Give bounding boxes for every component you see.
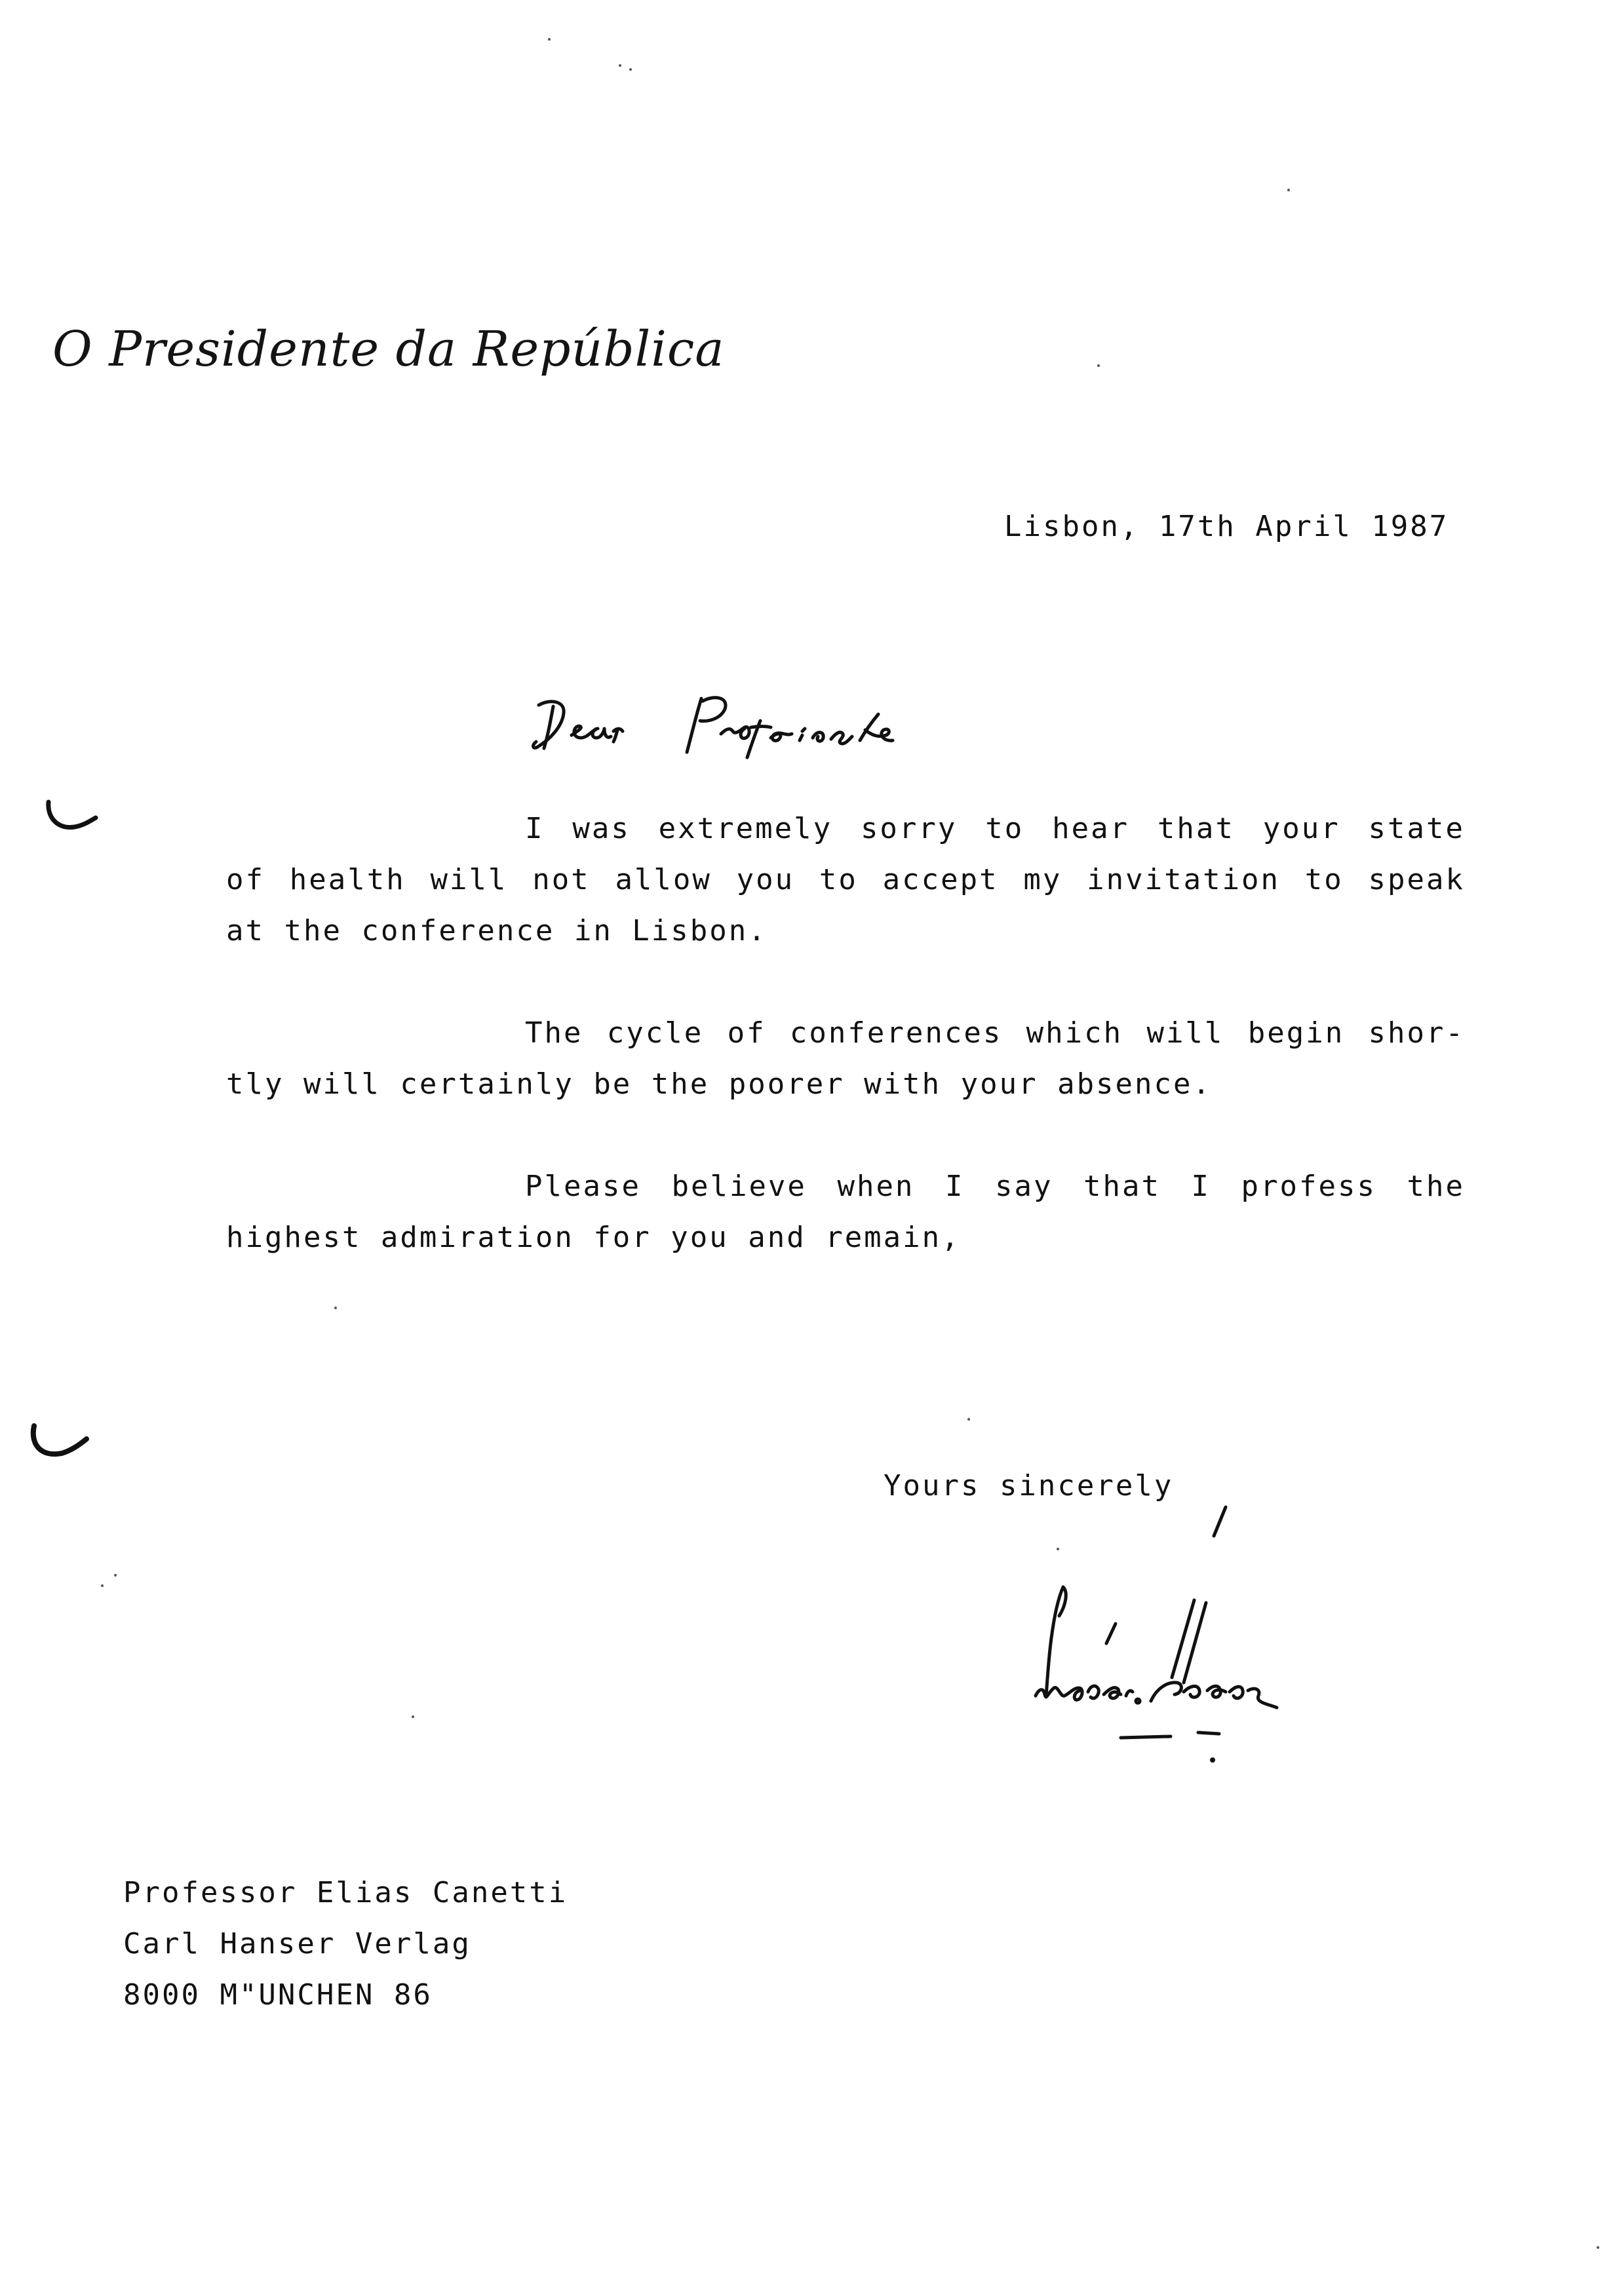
scan-speck — [629, 68, 632, 71]
recipient-company: Carl Hanser Verlag — [123, 1927, 471, 1961]
paragraph-line: The cycle of conferences which will begin shor- — [525, 1016, 1465, 1050]
scan-speck — [114, 1574, 117, 1577]
paragraph-line: I was extremely sorry to hear that your state — [525, 812, 1465, 845]
letter-date: Lisbon, 17th April 1987 — [1004, 510, 1449, 543]
recipient-name: Professor Elias Canetti — [123, 1876, 568, 1909]
scan-speck — [334, 1307, 337, 1309]
closing: Yours sincerely — [884, 1469, 1174, 1502]
paragraph-3 — [226, 1161, 1465, 1263]
paragraph-line: tly will certainly be the poorer with your absence. — [226, 1067, 1213, 1101]
closing-flourish — [1206, 1502, 1232, 1541]
paragraph-line: at the conference in Lisbon. — [226, 914, 768, 947]
scan-speck — [1287, 189, 1290, 191]
margin-punch-mark — [26, 1421, 92, 1466]
scan-speck — [548, 38, 551, 41]
scan-speck — [1057, 1548, 1059, 1550]
paragraph-2 — [226, 1008, 1465, 1110]
paragraph-1 — [226, 803, 1465, 957]
recipient-address — [123, 1867, 568, 2021]
scan-speck — [619, 64, 621, 67]
scan-speck — [412, 1715, 414, 1718]
scan-speck — [101, 1584, 104, 1587]
margin-punch-mark — [42, 798, 101, 837]
letterhead: O Presidente da República — [52, 321, 725, 377]
scan-speck — [1097, 364, 1100, 367]
paragraph-line: Please believe when I say that I profess the — [525, 1170, 1465, 1203]
paragraph-line: of health will not allow you to accept my invitation to speak — [226, 863, 1465, 896]
handwritten-salutation — [524, 675, 931, 760]
paragraph-line: highest admiration for you and remain, — [226, 1221, 961, 1254]
recipient-city: 8000 M"UNCHEN 86 — [123, 1978, 433, 2012]
scan-speck — [1597, 2246, 1599, 2249]
scan-speck — [967, 1418, 970, 1421]
handwritten-signature — [1022, 1573, 1429, 1795]
